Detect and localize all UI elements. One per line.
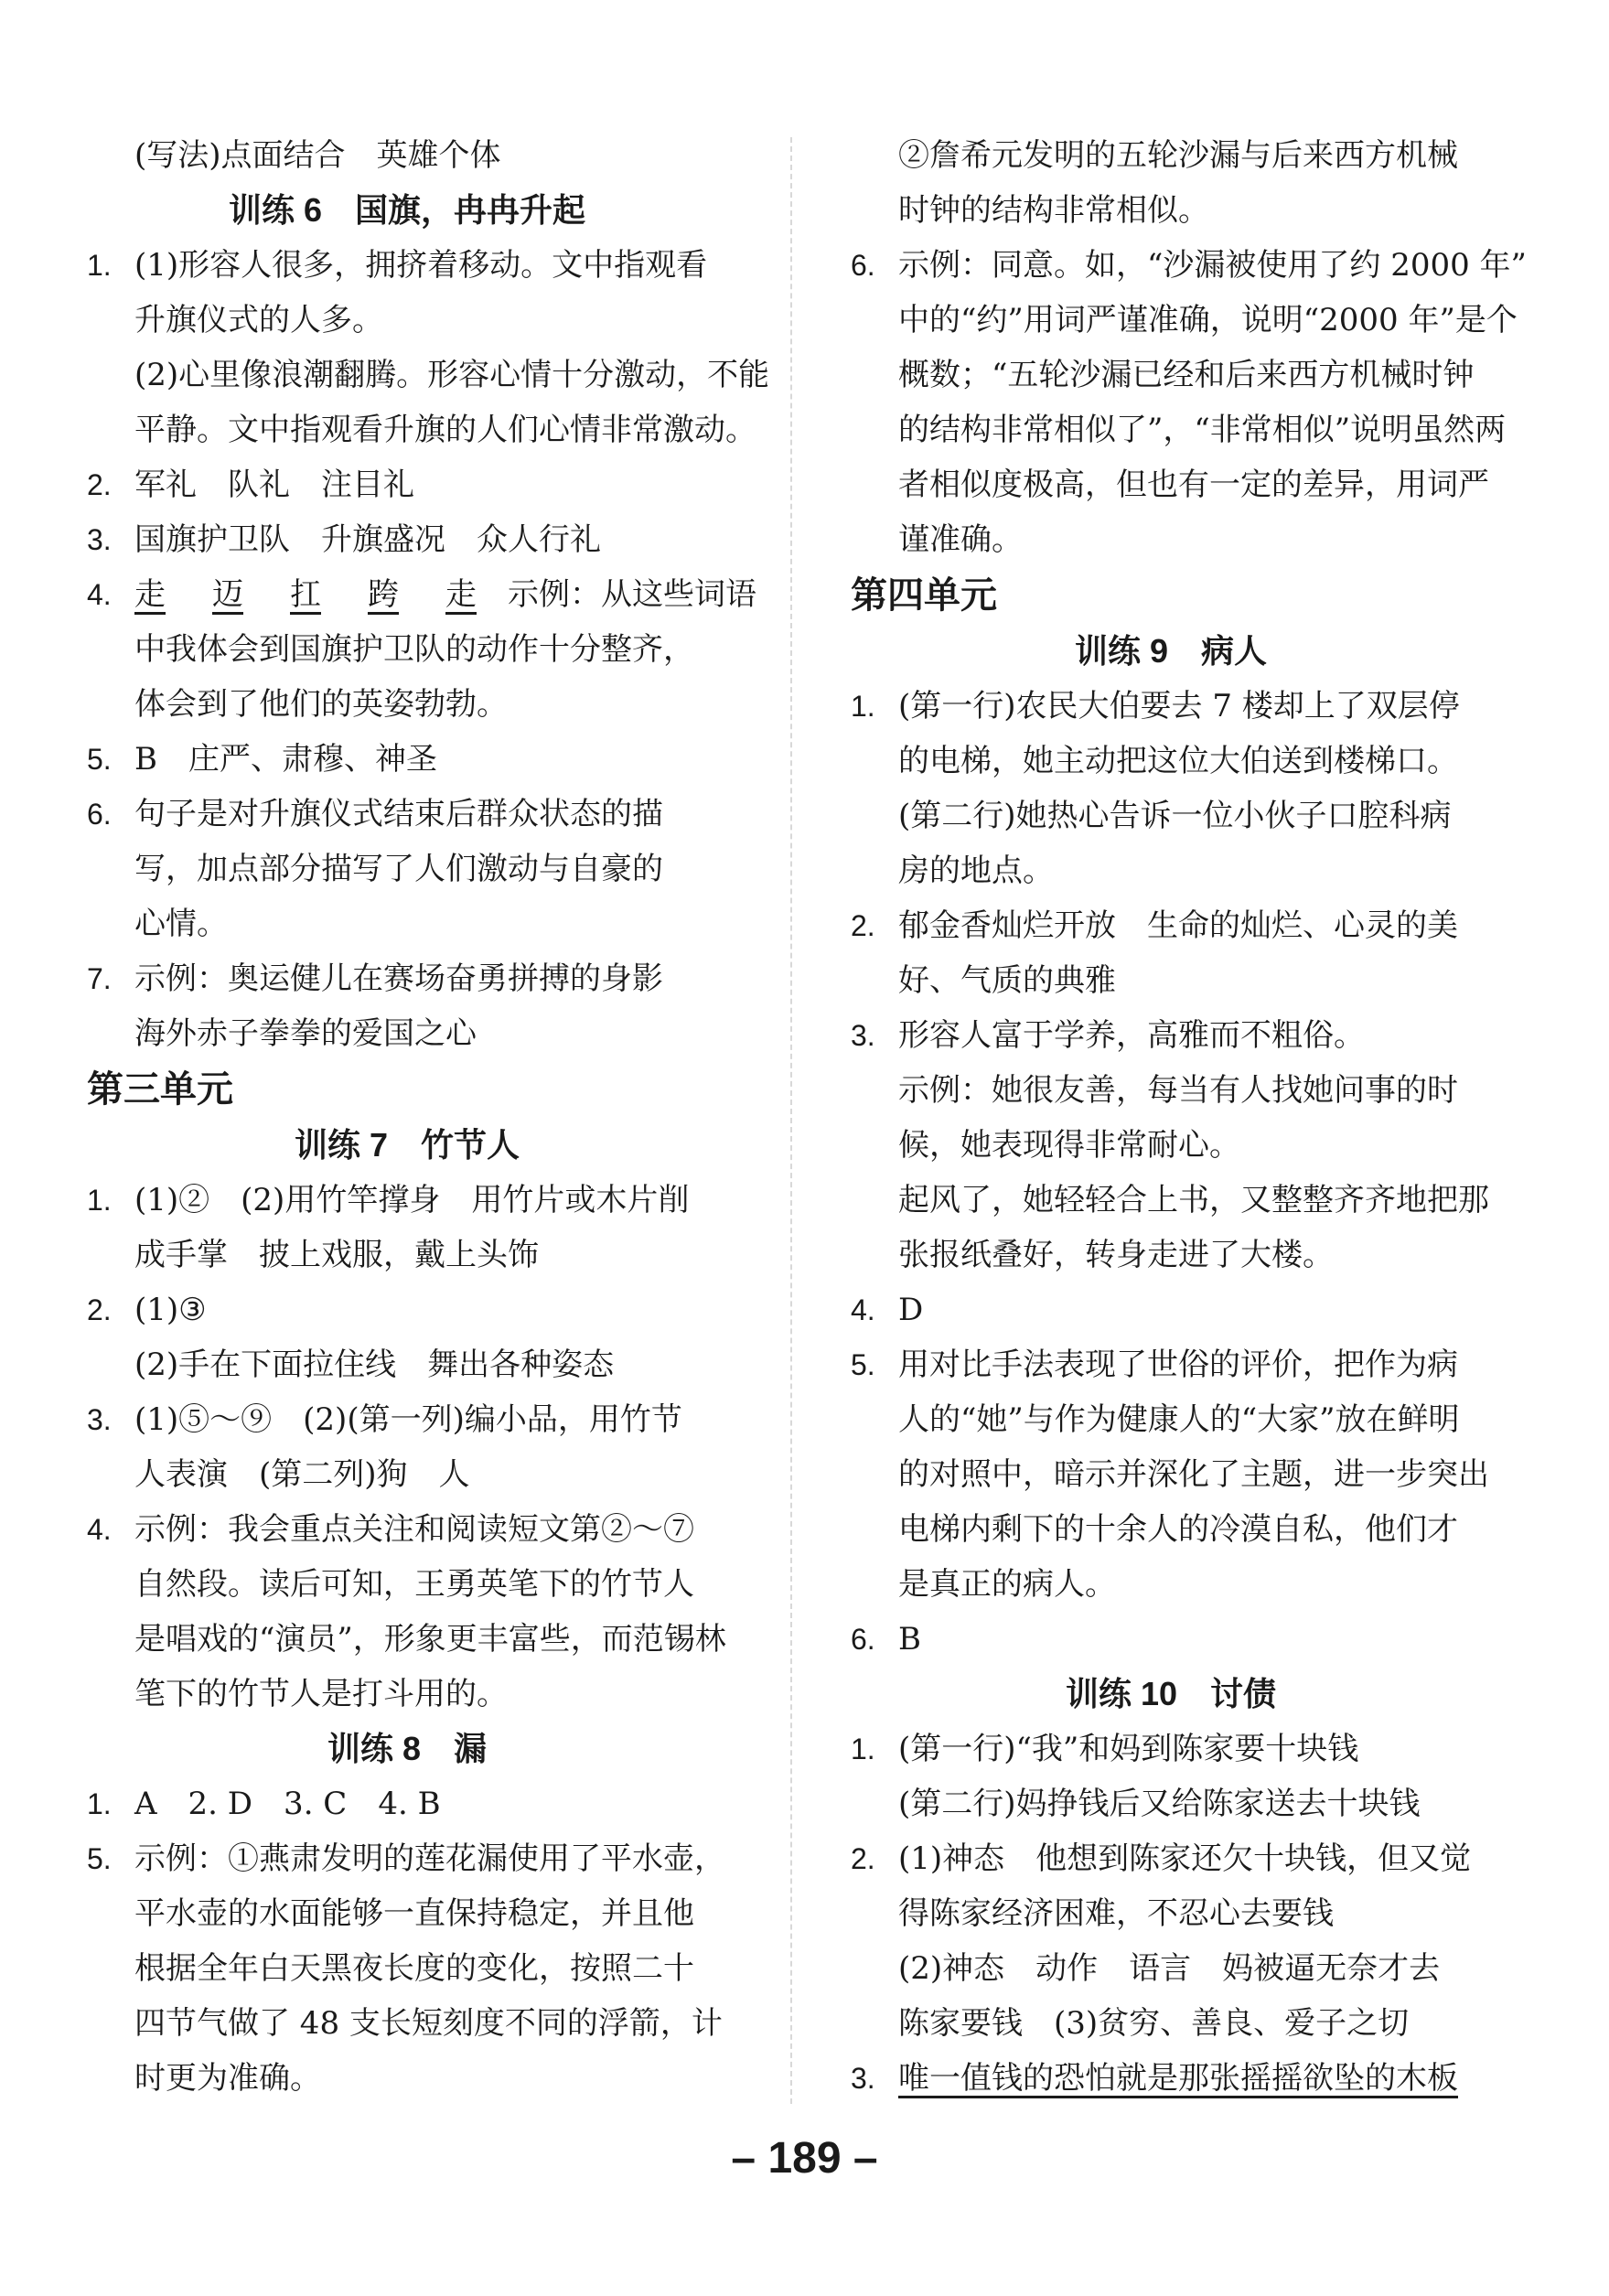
answer-line: (2)心里像浪潮翻腾。形容心情十分激动，不能 [134,357,770,393]
answer-line: 平静。文中指观看升旗的人们心情非常激动。 [134,412,756,448]
answer-line: (第一行)农民大伯要去 7 楼却上了双层停 [898,688,1460,724]
item-text [134,1282,727,1392]
answer-item [87,512,727,567]
section-title: 训练 7 竹节人 [294,1126,520,1164]
item-text [134,1392,727,1502]
answer-item [87,732,727,787]
answer-line: 谨准确。 [898,521,1023,558]
answer-line: 写，加点部分描写了人们激动与自豪的 [134,851,663,887]
answer-item [851,1831,1491,2051]
answer-line: 张报纸叠好，转身走进了大楼。 [898,1237,1334,1273]
answer-line: 电梯内剩下的十余人的冷漠自私，他们才 [898,1511,1458,1548]
underlined-word: 迈 [212,576,243,613]
item-number: 5. [87,743,112,776]
answer-item [851,1337,1491,1612]
answer-line: (1)③ [134,1292,207,1328]
underlined-word: 跨 [368,576,399,613]
unit-heading: 第四单元 [851,575,997,616]
answer-line: 形容人富于学养，高雅而不粗俗。 [898,1017,1365,1054]
answer-line: 的结构非常相似了”，“非常相似”说明虽然两 [898,412,1507,448]
section-title: 训练 9 病人 [1074,632,1268,670]
item-text [134,512,727,567]
item-text [134,1776,727,1831]
item-number: 3. [87,1403,112,1436]
item-number: 1. [87,1787,112,1820]
item-text [898,1337,1491,1612]
item-number: 5. [87,1842,112,1875]
answer-line: 郁金香灿烂开放 生命的灿烂、心灵的美 [898,907,1458,944]
answer-line: 成手掌 披上戏服，戴上头饰 [134,1237,539,1273]
answer-line: (1)形容人很多，拥挤着移动。文中指观看 [134,247,708,284]
item-number: 6. [87,798,112,831]
answer-item [851,1612,1491,1667]
answer-line: 体会到了他们的英姿勃勃。 [134,686,508,723]
answer-line: (2)手在下面拉住线 舞出各种姿态 [134,1346,615,1383]
answer-line: (第二行)她热心告诉一位小伙子口腔科病 [898,798,1452,834]
answer-line: 用对比手法表现了世俗的评价，把作为病 [898,1346,1458,1383]
answer-item [87,787,727,951]
item-text [134,1173,727,1282]
item-number: 6. [851,249,875,282]
answer-item [87,1502,727,1722]
item-text [898,1612,1491,1667]
answer-line: 自然段。读后可知，王勇英笔下的竹节人 [134,1566,694,1603]
answer-line: 陈家要钱 (3)贫穷、善良、爱子之切 [898,2005,1410,2042]
answer-line: 中的“约”用词严谨准确，说明“2000 年”是个 [898,302,1518,338]
answer-text: 示例：从这些词语 [508,576,756,613]
item-number: 7. [87,962,112,995]
section-title: 训练 8 漏 [327,1730,488,1767]
item-number: 4. [87,1513,112,1546]
answer-line: (1)神态 他想到陈家还欠十块钱，但又觉 [898,1840,1472,1877]
answer-line: 示例：她很友善，每当有人找她问事的时 [898,1072,1458,1109]
answer-item [87,457,727,512]
answer-item [87,128,727,183]
unit-heading: 第三单元 [87,1069,233,1110]
item-text [134,128,727,183]
item-text [898,1008,1491,1282]
underlined-word: 扛 [290,576,321,613]
page-number: – 189 – [731,2134,878,2183]
item-text [134,1831,727,2106]
answer-line: 是真正的病人。 [898,1566,1116,1603]
answer-line: 概数；“五轮沙漏已经和后来西方机械时钟 [898,357,1475,393]
answer-item [87,951,727,1061]
answer-item [851,2051,1491,2106]
answer-item [851,128,1491,238]
answer-line: 得陈家经济困难，不忍心去要钱 [898,1895,1334,1932]
answer-line [134,567,756,622]
answer-line: 示例：我会重点关注和阅读短文第②～⑦ [134,1511,694,1548]
answer-line: 人的“她”与作为健康人的“大家”放在鲜明 [898,1401,1460,1438]
answer-line: 房的地点。 [898,853,1054,889]
answer-line: 国旗护卫队 升旗盛况 众人行礼 [134,521,601,558]
answer-item [87,1282,727,1392]
item-text [898,1282,1491,1337]
answer-item [87,1776,727,1831]
item-text [898,128,1491,238]
answer-item [851,1008,1491,1282]
left-column [87,128,770,2106]
answer-line: 示例：①燕肃发明的莲花漏使用了平水壶， [134,1840,725,1877]
item-number: 2. [87,1293,112,1326]
item-number: 3. [851,2062,875,2095]
item-text [134,1502,727,1722]
answer-line: 四节气做了 48 支长短刻度不同的浮箭，计 [134,2005,723,2042]
answer-line: ②詹希元发明的五轮沙漏与后来西方机械 [898,137,1458,174]
item-number: 5. [851,1348,875,1381]
item-text [134,732,727,787]
item-text [134,238,770,457]
item-number: 1. [87,1184,112,1217]
answer-line: 心情。 [134,906,228,942]
answer-line: 笔下的竹节人是打斗用的。 [134,1676,508,1712]
answer-line: B 庄严、肃穆、神圣 [134,741,437,778]
answer-line: (第二行)妈挣钱后又给陈家送去十块钱 [898,1786,1421,1822]
answer-line: 者相似度极高，但也有一定的差异，用词严 [898,467,1489,503]
answer-line: (1)⑤～⑨ (2)(第一列)编小品，用竹节 [134,1401,682,1438]
answer-line: 唯一值钱的恐怕就是那张摇摇欲坠的木板 [898,2060,1458,2097]
item-text [898,898,1491,1008]
underlined-word: 走 [445,576,477,613]
item-text [898,1722,1491,1831]
item-number: 4. [87,578,112,611]
answer-item [87,1392,727,1502]
item-text [134,951,727,1061]
item-number: 1. [851,1733,875,1765]
answer-item [851,898,1491,1008]
item-text [898,1831,1491,2051]
item-number: 1. [851,690,875,723]
answer-line: 中我体会到国旗护卫队的动作十分整齐， [134,631,694,668]
answer-line: 平水壶的水面能够一直保持稳定，并且他 [134,1895,694,1932]
item-text [134,787,727,951]
answer-line: 句子是对升旗仪式结束后群众状态的描 [134,796,663,832]
answer-item [87,567,756,732]
answer-line: (第一行)“我”和妈到陈家要十块钱 [898,1731,1359,1767]
answer-line: 示例：同意。如，“沙漏被使用了约 2000 年” [898,247,1527,284]
item-number: 3. [851,1019,875,1052]
item-number: 2. [87,468,112,501]
item-number: 1. [87,249,112,282]
answer-item [851,679,1491,898]
answer-line: 起风了，她轻轻合上书，又整整齐齐地把那 [898,1182,1489,1218]
answer-line: 好、气质的典雅 [898,962,1116,999]
column-divider [790,137,792,2104]
section-title: 训练 10 讨债 [1065,1675,1277,1712]
item-text [134,457,727,512]
answer-line: B [898,1621,921,1658]
answer-line: (写法)点面结合 英雄个体 [134,137,501,174]
answer-line: 时钟的结构非常相似。 [898,192,1209,229]
answer-item [851,1722,1491,1831]
answer-line: 根据全年白天黑夜长度的变化，按照二十 [134,1950,694,1987]
item-text [898,238,1527,567]
answer-line: (2)神态 动作 语言 妈被逼无奈才去 [898,1950,1441,1987]
answer-item [87,1831,727,2106]
item-text [898,2051,1491,2106]
answer-line: 的电梯，她主动把这位大伯送到楼梯口。 [898,743,1458,779]
answer-line: D [898,1292,924,1328]
answer-line: 军礼 队礼 注目礼 [134,467,414,503]
answer-item [87,1173,727,1282]
item-number: 2. [851,1842,875,1875]
item-number: 4. [851,1293,875,1326]
answer-item [87,238,770,457]
answer-line: 海外赤子拳拳的爱国之心 [134,1015,477,1052]
answer-item [851,238,1527,567]
item-number: 2. [851,909,875,942]
answer-item [851,1282,1491,1337]
answer-line: 候，她表现得非常耐心。 [898,1127,1240,1164]
right-column [851,128,1527,2106]
answer-line: 的对照中，暗示并深化了主题，进一步突出 [898,1456,1489,1493]
item-number: 3. [87,523,112,556]
answer-line: 时更为准确。 [134,2060,321,2097]
answer-line: 是唱戏的“演员”，形象更丰富些，而范锡林 [134,1621,726,1658]
answer-line: A 2. D 3. C 4. B [134,1786,441,1822]
item-number: 6. [851,1623,875,1656]
item-text [134,567,756,732]
underlined-word: 走 [134,576,166,613]
section-title: 训练 6 国旗，冉冉升起 [228,191,586,229]
answer-line: (1)② (2)用竹竿撑身 用竹片或木片削 [134,1182,690,1218]
item-text [898,679,1491,898]
answer-line: 示例：奥运健儿在赛场奋勇拼搏的身影 [134,960,663,997]
answer-line: 人表演 (第二列)狗 人 [134,1456,470,1493]
answer-line: 升旗仪式的人多。 [134,302,383,338]
